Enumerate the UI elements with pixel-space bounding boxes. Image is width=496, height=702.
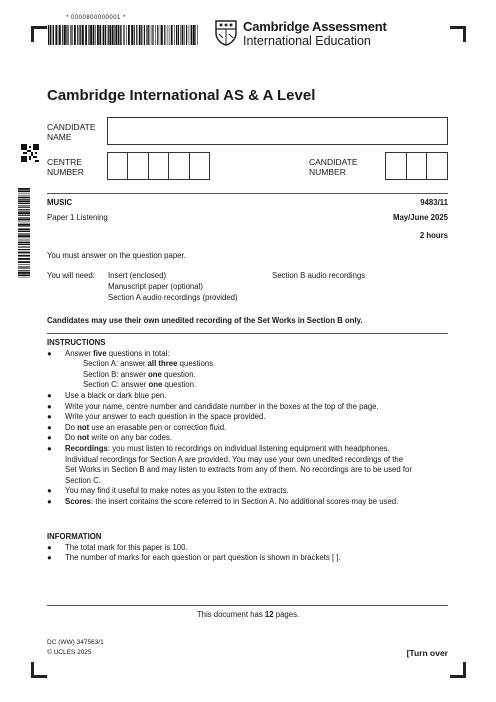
list-item: Section C. xyxy=(65,475,101,485)
document-code: * 0000800000001 * xyxy=(66,15,126,21)
information-heading: INFORMATION xyxy=(47,532,102,541)
paper-name: Paper 1 Listening xyxy=(47,213,108,222)
exam-session: May/June 2025 xyxy=(392,213,448,222)
logo-wordmark-line2: International Education xyxy=(243,34,371,48)
list-item: ● Use a black or dark blue pen. xyxy=(47,390,167,400)
subject-name: MUSIC xyxy=(47,198,73,207)
instructions-list xyxy=(47,338,448,508)
list-item: ● Write your answer to each question in the space provided. xyxy=(47,412,266,422)
logo-wordmark-line1: Cambridge Assessment xyxy=(243,19,387,34)
crop-mark-bottom-right-v xyxy=(463,662,466,678)
answer-on-paper-note: You must answer on the question paper. xyxy=(47,251,186,260)
list-item: ● Write your name, centre number and candidate number in the boxes at the top of the page. xyxy=(47,401,379,411)
list-item: ● The total mark for this paper is 100. xyxy=(47,542,188,552)
crop-mark-top-right-v xyxy=(463,26,466,42)
list-item: ● Do not use an erasable pen or correction fluid. xyxy=(47,422,227,432)
divider-footer xyxy=(47,605,448,606)
list-item: Section A: answer all three questions. xyxy=(83,359,216,369)
list-item: Section C: answer one question. xyxy=(83,380,197,390)
candidate-number-field[interactable] xyxy=(385,152,448,180)
list-item: ● Do not write on any bar codes. xyxy=(47,433,173,443)
information-list xyxy=(47,532,448,564)
page-title: Cambridge International AS & A Level xyxy=(47,87,316,104)
instructions-heading: INSTRUCTIONS xyxy=(47,338,106,347)
required-item: Manuscript paper (optional) xyxy=(108,282,203,291)
copyright: © UCLES 2025 xyxy=(47,649,92,656)
list-item: Section B: answer one question. xyxy=(83,369,196,379)
list-item: Individual recordings for Section A are provided. You may use your own unedited recordings of the xyxy=(65,454,404,464)
candidate-name-label: CANDIDATE NAME xyxy=(47,122,96,142)
barcode-image xyxy=(48,25,198,45)
candidate-number-label: CANDIDATE NUMBER xyxy=(309,157,358,177)
document-reference: DC (WW) 347563/1 xyxy=(47,639,104,646)
centre-number-label: CENTRE NUMBER xyxy=(47,157,84,177)
qr-code-icon xyxy=(21,144,39,162)
crop-mark-top-left-v xyxy=(31,26,34,42)
centre-number-field[interactable] xyxy=(107,152,210,180)
candidate-name-field[interactable] xyxy=(107,117,448,145)
page-count: This document has 12 pages. xyxy=(196,610,300,619)
crop-mark-bottom-left-v xyxy=(31,662,34,678)
recording-notice: Candidates may use their own unedited recording of the Set Works in Section B only. xyxy=(47,316,363,325)
divider-top xyxy=(47,193,448,194)
list-item: Set Works in Section B and may listen to extracts from any of them. No recordings are to be used for xyxy=(65,465,412,475)
required-item: Insert (enclosed) xyxy=(108,271,167,280)
required-item: Section B audio recordings xyxy=(272,271,366,280)
cambridge-crest-icon xyxy=(215,20,237,46)
you-will-need-label: You will need: xyxy=(47,271,95,280)
turn-over-label: [Turn over xyxy=(406,648,448,658)
divider-mid xyxy=(47,333,448,334)
exam-duration: 2 hours xyxy=(419,231,448,240)
list-item: ● The number of marks for each question or part question is shown in brackets [ ]. xyxy=(47,553,341,563)
list-item: ● Answer five questions in total: xyxy=(47,348,170,358)
required-item: Section A audio recordings (provided) xyxy=(108,293,238,302)
subject-code: 9483/11 xyxy=(420,198,448,207)
vertical-barcode-image xyxy=(18,188,30,278)
list-item: ● You may find it useful to make notes as you listen to the extracts. xyxy=(47,486,289,496)
list-item: ● Scores: the insert contains the score referred to in Section A. No additional scores may be used. xyxy=(47,496,399,506)
list-item: ● Recordings: you must listen to recordings on individual listening equipment with headphones. xyxy=(47,443,390,453)
